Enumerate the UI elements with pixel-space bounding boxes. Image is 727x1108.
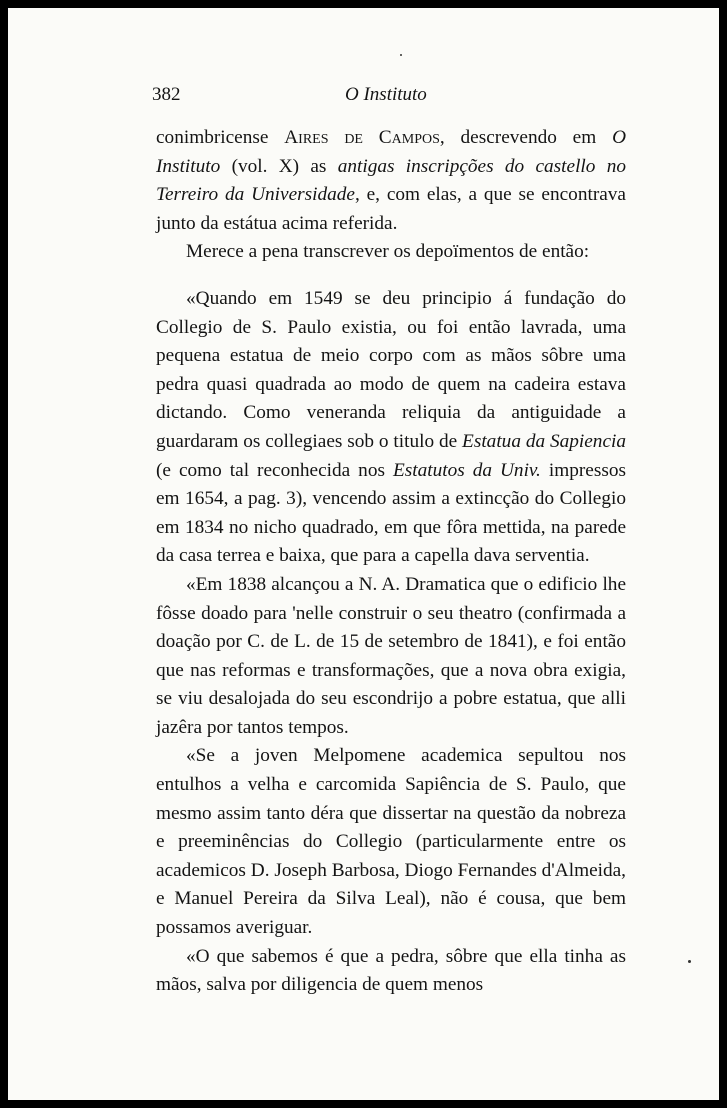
article-title: antigas inscripções do castello no Terreiro da Universidade (156, 155, 626, 206)
paragraph-1 (156, 124, 626, 238)
page-number: 382 (152, 84, 181, 105)
paragraph-5: «Se a joven Melpomene academica sepultou nos entulhos a velha e carcomida Sapiência de S. Paulo, que mesmo assim tanto déra que dissertar na questão da nobreza e preeminências do Collegio (particularmente entre os academicos D. Joseph Barbosa, Diogo Fernandes d'Almeida, e Manuel Pereira da Silva Leal), não é cousa, que bem possamos averiguar. (156, 745, 626, 939)
book-page (8, 8, 719, 1100)
text-span: , descrevendo em (439, 127, 613, 148)
text-span: (vol. X) as (220, 155, 338, 177)
text-span: (e como tal reconhecida nos (156, 459, 393, 481)
text-span: , e, com elas, a que se encontrava junto da estátua acima referida. (156, 184, 626, 234)
author-name: Aires de Campos (284, 127, 440, 148)
scan-speck (688, 960, 691, 963)
journal-title: O Instituto (156, 127, 626, 177)
paragraph-gap (156, 267, 626, 285)
paragraph-2: Merece a pena transcrever os depoïmentos de então: (186, 241, 590, 263)
text-span: conimbricense (156, 127, 285, 148)
page-header (8, 74, 719, 104)
text-span: «Quando em 1549 se deu principio á fundação do Collegio de S. Paulo existia, ou foi então lavrada, uma pequena estatua de meio corpo com as mãos sôbre uma pedra quasi quadrada ao modo de quem na cadeira estava dictando. Como veneranda reliquia da antiguidade a guardaram os collegiaes sob o titulo de (156, 287, 626, 452)
paragraph-6: «O que sabemos é que a pedra, sôbre que ella tinha as mãos, salva por diligencia de quem menos (156, 945, 626, 996)
paragraph-4: «Em 1838 alcançou a N. A. Dramatica que o edificio lhe fôsse doado para 'nelle construir o seu theatro (confirmada a doação por C. de L. de 15 de setembro de 1841), e foi então que nas reformas e transformações, que a nova obra exigia, se viu desalojada do seu escondrijo a pobre estatua, que alli jazêra por tantos tempos. (156, 573, 626, 738)
running-title: O Instituto (345, 84, 427, 105)
emphasis-text: Estatua da Sapiencia (462, 430, 627, 452)
page-body (156, 124, 626, 1000)
emphasis-text: Estatutos da Univ. (392, 459, 541, 481)
text-span: impressos em 1654, a pag. 3), vencendo assim a extincção do Collegio em 1834 no nicho quadrado, em que fôra mettida, na parede da casa terrea e baixa, que para a capella dava serventia. (156, 459, 627, 567)
scan-speck (400, 54, 402, 56)
paragraph-3 (156, 285, 626, 571)
